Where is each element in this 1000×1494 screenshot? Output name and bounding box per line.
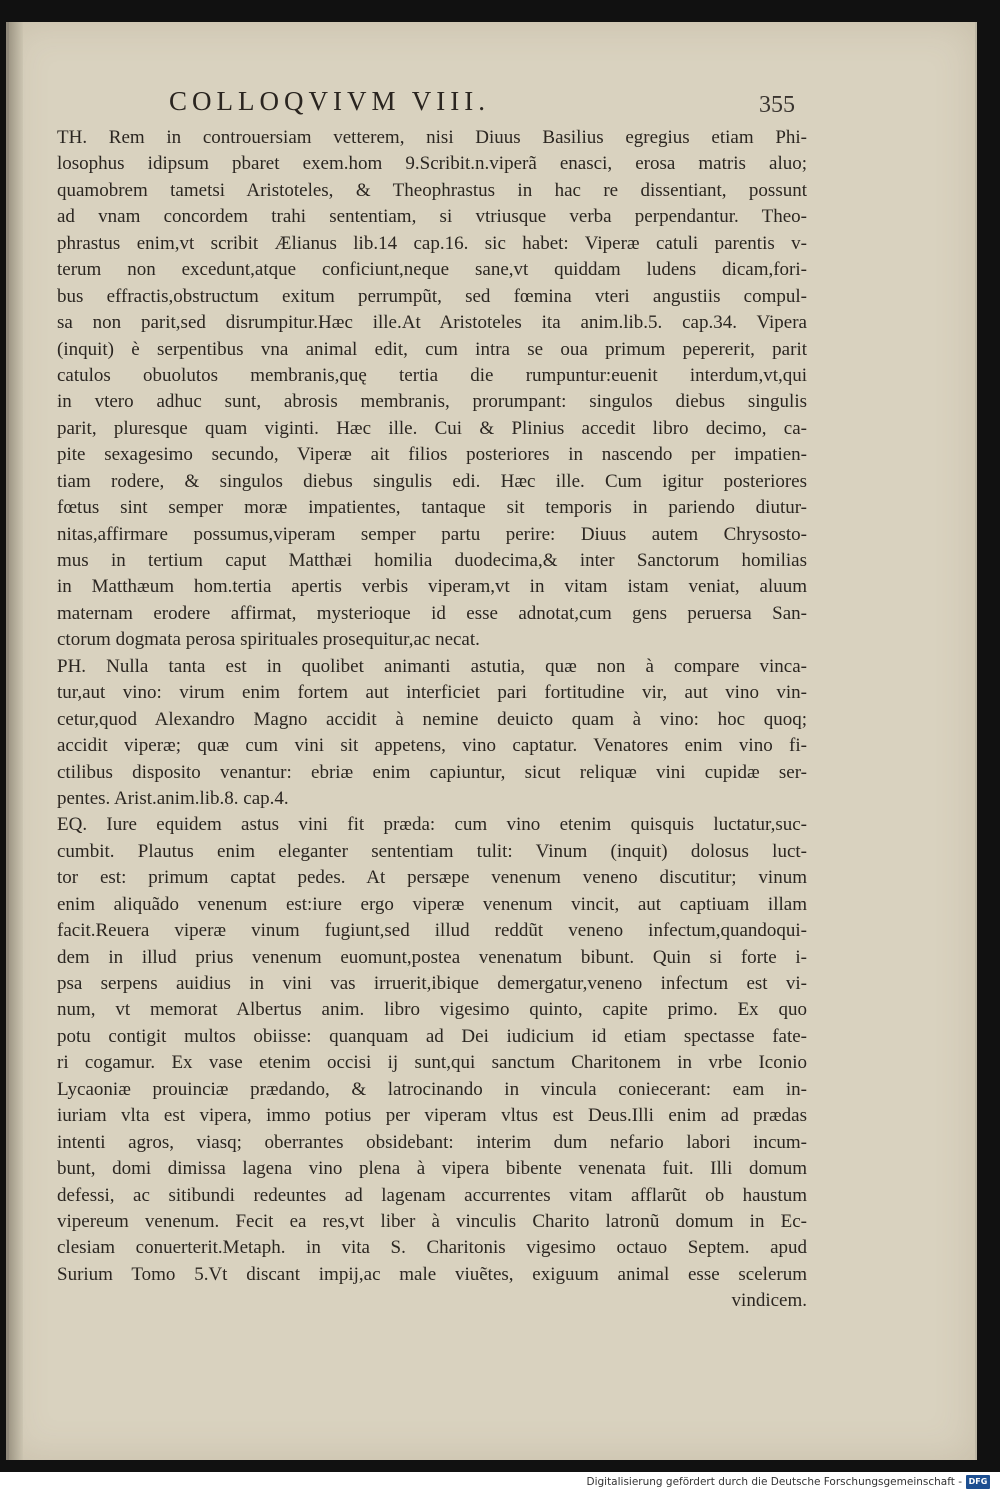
text-line: bunt, domi dimissa lagena vino plena à vipera bibente venenata fuit. Illi domum [57, 1158, 807, 1180]
text-line: ctorum dogmata perosa spirituales prosequitur,ac necat. [57, 629, 480, 651]
page-number: 355 [759, 92, 795, 118]
text-line: iuriam vlta est vipera, immo potius per viperam vltus est Deus.Illi enim ad prædas [57, 1105, 807, 1127]
text-line: num, vt memorat Albertus anim. libro vigesimo quinto, capite primo. Ex quo [57, 999, 807, 1021]
text-line: ri cogamur. Ex vase etenim occisi ij sunt,qui sanctum Charitonem in vrbe Iconio [57, 1052, 807, 1074]
text-line: tiam rodere, & singulos diebus singulis edi. Hæc ille. Cum igitur posteriores [57, 470, 807, 492]
text-line: enim aliquãdo venenum est:iure ergo viperæ venenum vincit, aut captiuam illam [57, 893, 807, 915]
text-line: fœtus sint semper moræ impatientes, tantaque sit temporis in pariendo diutur- [57, 497, 807, 519]
text-line: bus effractis,obstructum exitum perrumpũt, sed fœmina vteri angustiis compul- [57, 285, 807, 307]
text-line: catulos obuolutos membranis,quę tertia die rumpuntur:euenit interdum,vt,qui [57, 364, 807, 386]
text-line: PH. Nulla tanta est in quolibet animanti astutia, quæ non à compare vinca- [57, 655, 807, 677]
text-line: cumbit. Plautus enim eleganter sententiam tulit: Vinum (inquit) dolosus luct- [57, 840, 807, 862]
catchword: vindicem. [731, 1290, 807, 1312]
text-line: in Matthæum hom.tertia apertis verbis viperam,vt in vitam istam veniat, aluum [57, 576, 807, 598]
text-line: in vtero adhuc sunt, abrosis membranis, prorumpant: singulos diebus singulis [57, 391, 807, 413]
text-line: ad vnam concordem trahi sententiam, si vtriusque verba perpendantur. Theo- [57, 206, 807, 228]
text-line: terum non excedunt,atque conficiunt,neque sane,vt quiddam ludens dicam,fori- [57, 259, 807, 281]
text-line: dem in illud prius venenum euomunt,postea venenatum bibunt. Quin si forte i- [57, 946, 807, 968]
text-line: Surium Tomo 5.Vt discant impij,ac male viuẽtes, exiguum animal esse scelerum [57, 1263, 807, 1285]
funding-credit: Digitalisierung gefördert durch die Deutsche Forschungsgemeinschaft - [586, 1476, 962, 1488]
text-line: psa serpens auidius in vini vas irruerit,ibique demergatur,veneno infectum est vi- [57, 973, 807, 994]
text-line: phrastus enim,vt scribit Ælianus lib.14 cap.16. sic habet: Viperæ catuli parentis v- [57, 232, 807, 254]
text-line: facit.Reuera viperæ vinum fugiunt,sed illud reddũt veneno infectum,quandoqui- [57, 920, 807, 942]
text-line: EQ. Iure equidem astus vini fit præda: cum vino etenim quisquis luctatur,suc- [57, 814, 807, 836]
book-page [6, 22, 977, 1460]
text-line: intenti agros, viasq; oberrantes obsidebant: interim dum nefario labori incum- [57, 1131, 807, 1153]
text-line: quamobrem tametsi Aristoteles, & Theophrastus in hac re dissentiant, possunt [57, 179, 807, 201]
text-line: nitas,affirmare possumus,viperam semper partu perire: Diuus autem Chrysosto- [57, 523, 807, 545]
text-line: TH. Rem in controuersiam vetterem, nisi Diuus Basilius egregius etiam Phi- [57, 127, 807, 148]
text-line: pite sexagesimo secundo, Viperæ ait filios posteriores in nascendo per impatien- [57, 444, 807, 466]
text-line: accidit viperæ; quæ cum vini sit appetens, vino captatur. Venatores enim vino fi- [57, 735, 807, 757]
footer-bar [0, 1472, 1000, 1494]
text-line: maternam erodere affirmat, mysterioque id esse adnotat,cum gens peruersa San- [57, 602, 807, 624]
text-line: (inquit) è serpentibus vna animal edit, cum intra se oua primum pepererit, parit [57, 338, 807, 360]
text-line: tor est: primum captat pedes. At persæpe venenum veneno discutitur; vinum [57, 867, 807, 889]
body-text [57, 125, 807, 1315]
text-line: pentes. Arist.anim.lib.8. cap.4. [57, 787, 289, 809]
text-line: sa non parit,sed disrumpitur.Hæc ille.At Aristoteles ita anim.lib.5. cap.34. Vipera [57, 312, 807, 334]
text-line: mus in tertium caput Matthæi homilia duodecima,& inter Sanctorum homilias [57, 550, 807, 571]
dfg-logo-icon: DFG [966, 1475, 990, 1489]
text-line: losophus idipsum pbaret exem.hom 9.Scribit.n.viperã enasci, erosa matris aluo; [57, 153, 807, 175]
text-line: Lycaoniæ prouinciæ prædando, & latrocinando in vincula coniecerant: eam in- [57, 1078, 807, 1100]
text-line: ctilibus disposito venantur: ebriæ enim capiuntur, sicut reliquæ vini cupidæ ser- [57, 761, 807, 783]
running-head: COLLOQVIVM VIII. [169, 86, 490, 116]
text-line: tur,aut vino: virum enim fortem aut interficiet pari fortitudine vir, aut vino vin- [57, 682, 807, 704]
text-line: cetur,quod Alexandro Magno accidit à nemine deuicto quam à vino: hoc quoq; [57, 708, 807, 730]
text-line: potu contigit multos obiisse: quanquam ad Dei iudicium id etiam spectasse fate- [57, 1025, 807, 1047]
text-line: clesiam conuerterit.Metaph. in vita S. Charitonis vigesimo octauo Septem. apud [57, 1237, 807, 1259]
text-line: vipereum venenum. Fecit ea res,vt liber à vinculis Charito latronũ domum in Ec- [57, 1210, 807, 1232]
text-line: parit, pluresque quam viginti. Hæc ille. Cui & Plinius accedit libro decimo, ca- [57, 417, 807, 439]
text-line: defessi, ac sitibundi redeuntes ad lagenam accurrentes vitam afflarũt ob haustum [57, 1184, 807, 1206]
